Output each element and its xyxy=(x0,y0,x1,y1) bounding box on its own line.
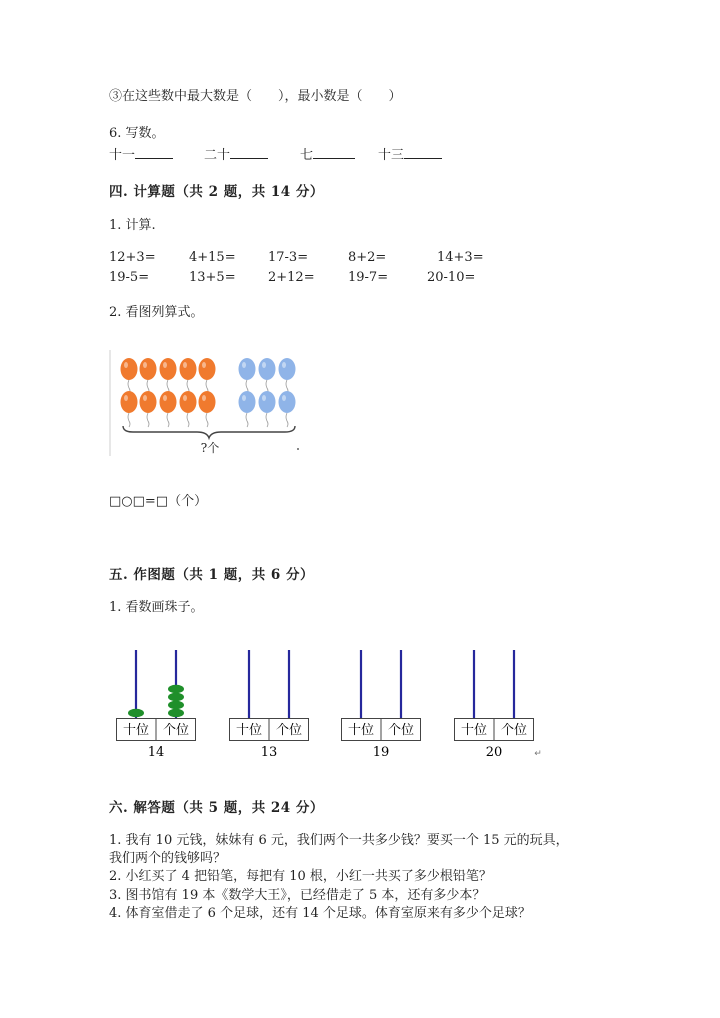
q6-title: 6. 写数。 xyxy=(109,126,165,141)
s6-q1-line1: 1. 我有 10 元钱，妹妹有 6 元，我们两个一共多少钱？要买一个 15 元的玩具， xyxy=(109,833,569,848)
balloon-highlight xyxy=(163,362,167,368)
calc-item: 20-10= xyxy=(427,270,476,285)
balloon-highlight xyxy=(183,362,187,368)
bead xyxy=(168,701,184,709)
balloon-highlight xyxy=(202,362,206,368)
calc-item: 13+5= xyxy=(189,270,236,285)
abacus-1[interactable] xyxy=(116,648,198,760)
section4-q1-title: 1. 计算. xyxy=(109,218,156,233)
calc-item: 19-5= xyxy=(109,270,150,285)
balloon-highlight xyxy=(143,362,147,368)
compare-question: ③在这些数中最大数是（ ），最小数是（ ） xyxy=(109,89,402,104)
calc-item: 17-3= xyxy=(268,250,309,265)
s6-q4: 4. 体育室借走了 6 个足球，还有 14 个足球。体育室原来有多少个足球？ xyxy=(109,906,531,921)
s6-q1-line2: 我们两个的钱够吗？ xyxy=(109,851,227,866)
calc-item: 14+3= xyxy=(437,250,484,265)
balloon-icon xyxy=(279,391,296,413)
balloon-highlight xyxy=(163,395,167,401)
balloon-string xyxy=(167,413,169,427)
balloon-string xyxy=(246,413,248,427)
balloon-icon xyxy=(180,358,197,380)
balloon-highlight xyxy=(124,395,128,401)
balloon-highlight xyxy=(124,362,128,368)
bead xyxy=(168,685,184,693)
q6-item-3: 七 xyxy=(300,145,355,165)
balloon-string xyxy=(147,413,149,427)
balloon-string xyxy=(266,413,268,427)
balloon-highlight xyxy=(202,395,206,401)
answer-blank[interactable] xyxy=(404,145,442,159)
section6-title: 六. 解答题（共 5 题，共 24 分） xyxy=(109,800,324,816)
abacus-number: 14 xyxy=(147,745,165,760)
balloon-highlight xyxy=(183,395,187,401)
abacus-number: 20 xyxy=(485,745,503,760)
balloon-highlight xyxy=(282,395,286,401)
bead xyxy=(168,709,184,717)
balloon-string xyxy=(128,413,130,427)
abacus-3[interactable] xyxy=(341,648,423,760)
tens-label: 十位 xyxy=(235,723,263,738)
balloon-icon xyxy=(239,358,256,380)
balloon-icon xyxy=(259,358,276,380)
tens-label: 十位 xyxy=(122,723,150,738)
tens-label: 十位 xyxy=(347,723,375,738)
q6-item-2: 二十 xyxy=(204,145,268,165)
answer-blank[interactable] xyxy=(135,145,173,159)
balloon-highlight xyxy=(262,395,266,401)
balloon-icon xyxy=(121,391,138,413)
balloon-icon xyxy=(140,391,157,413)
calc-item: 8+2= xyxy=(348,250,387,265)
section4-title: 四. 计算题（共 2 题，共 14 分） xyxy=(109,184,324,200)
abacus-number: 13 xyxy=(260,745,278,760)
ones-label: 个位 xyxy=(387,723,415,738)
balloon-highlight xyxy=(262,362,266,368)
balloon-icon xyxy=(160,391,177,413)
balloon-highlight xyxy=(242,362,246,368)
balloon-icon xyxy=(121,358,138,380)
balloon-string xyxy=(187,413,189,427)
calc-item: 19-7= xyxy=(348,270,389,285)
balloon-icon xyxy=(140,358,157,380)
bead xyxy=(128,709,144,717)
balloon-figure-svg xyxy=(109,350,301,456)
abacus-4[interactable] xyxy=(454,648,546,760)
s6-q3: 3. 图书馆有 19 本《数学大王》，已经借走了 5 本，还有多少本？ xyxy=(109,888,486,903)
figure-question-label: ?个 xyxy=(200,441,220,455)
answer-blank[interactable] xyxy=(230,145,268,159)
ones-label: 个位 xyxy=(275,723,303,738)
balloon-icon xyxy=(180,391,197,413)
calc-item: 12+3= xyxy=(109,250,156,265)
q6-item-1: 十一 xyxy=(109,145,173,165)
brace-icon xyxy=(123,426,295,438)
balloon-icon xyxy=(199,391,216,413)
ones-label: 个位 xyxy=(162,723,190,738)
abacus-number: 19 xyxy=(372,745,390,760)
balloon-icon xyxy=(259,391,276,413)
q6-item-4: 十三 xyxy=(378,145,442,165)
balloon-icon xyxy=(239,391,256,413)
balloon-string xyxy=(286,413,288,427)
ones-label: 个位 xyxy=(500,723,528,738)
balloon-string xyxy=(206,413,208,427)
bead xyxy=(168,693,184,701)
figure-dot xyxy=(297,448,299,450)
balloon-figure xyxy=(109,350,301,456)
return-mark: ↵ xyxy=(534,749,542,759)
tens-label: 十位 xyxy=(460,723,488,738)
answer-blank[interactable] xyxy=(313,145,355,159)
balloon-highlight xyxy=(282,362,286,368)
s6-q2: 2. 小红买了 4 把铅笔，每把有 10 根，小红一共买了多少根铅笔？ xyxy=(109,869,492,884)
balloon-highlight xyxy=(242,395,246,401)
balloon-icon xyxy=(279,358,296,380)
section4-q2-title: 2. 看图列算式。 xyxy=(109,305,204,320)
balloon-highlight xyxy=(143,395,147,401)
calc-item: 4+15= xyxy=(189,250,236,265)
section5-title: 五. 作图题（共 1 题，共 6 分） xyxy=(109,567,314,583)
section5-q1-title: 1. 看数画珠子。 xyxy=(109,600,204,615)
balloon-icon xyxy=(199,358,216,380)
balloon-icon xyxy=(160,358,177,380)
abacus-2[interactable] xyxy=(229,648,311,760)
calc-item: 2+12= xyxy=(268,270,315,285)
formula-blank[interactable]: □○□=□（个） xyxy=(109,494,208,509)
